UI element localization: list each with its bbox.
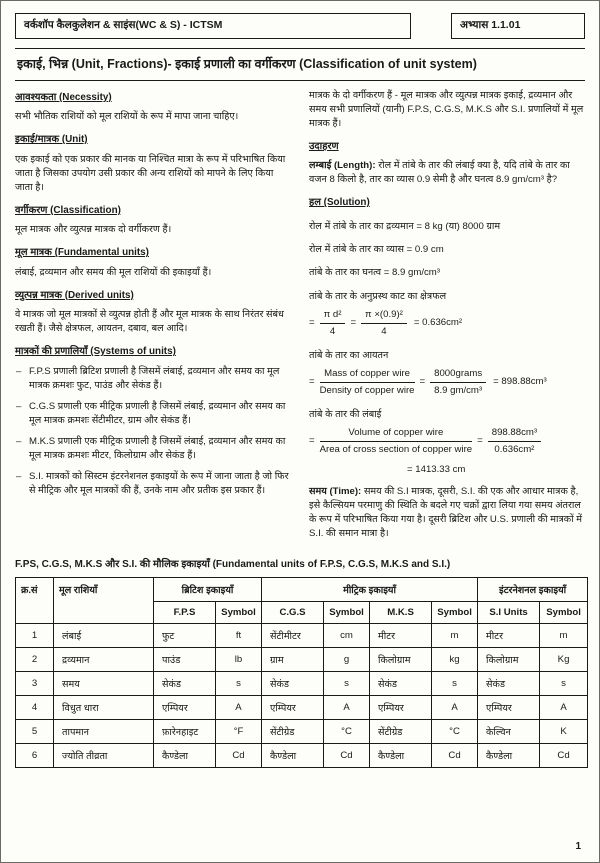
table-cell: विधुत धारा (54, 695, 154, 719)
table-cell: मीटर (370, 623, 432, 647)
body-unit: एक इकाई को एक प्रकार की मानक या निश्चित मात्रा के रूप में परिभाषित किया जाता है जिसका उपयोग उसी प्रकार की अन्य राशियों को मापने के लिए किया जाता है। (15, 153, 286, 193)
list-item-cgs (15, 400, 291, 428)
table-cell: °F (216, 719, 262, 743)
heading-fundamental-units: मूल मात्रक (Fundamental units) (15, 247, 149, 259)
fraction-numerator: Mass of copper wire (320, 367, 415, 383)
header-left-title: वर्कशॉप कैलकुलेशन & साइंस(WC & S) - ICTSM (15, 13, 411, 39)
table-cell: m (540, 623, 588, 647)
table-cell: सेंटीग्रेड (370, 719, 432, 743)
section-derived-units (15, 289, 291, 336)
list-item-si (15, 470, 291, 498)
table-cell: Cd (216, 743, 262, 767)
table-cell: Cd (540, 743, 588, 767)
table-cell: सेकंड (478, 671, 540, 695)
table-cell: ft (216, 623, 262, 647)
table-cell: A (432, 695, 478, 719)
table-cell: °C (324, 719, 370, 743)
solution-line: रोल में तांबे के तार का व्यास = 0.9 cm (309, 243, 444, 255)
fraction-numerator: 8000grams (430, 367, 486, 383)
section-fundamental-units (15, 246, 291, 279)
heading-systems-of-units: मात्रकों की प्रणालियाँ (Systems of units) (15, 346, 176, 358)
fraction-denominator: 4 (329, 325, 336, 337)
table-cell: s (540, 671, 588, 695)
table-cell: Cd (324, 743, 370, 767)
table-cell: ज्योति तीव्रता (54, 743, 154, 767)
table-cell: cm (324, 623, 370, 647)
body-necessity: सभी भौतिक राशियों को मूल राशियों के रूप में मापा जाना चाहिए। (15, 111, 239, 123)
page-number: 1 (575, 841, 581, 852)
wire-length-result: = 1413.33 cm (407, 463, 466, 475)
table-cell: किलोग्राम (370, 647, 432, 671)
length-problem-text: रोल में तांबे के तार की लंबाई क्या है, यदि तांबे के तार का वजन 8 किलो है, तार का व्यास 0.9 सेमी है और घनत्व 8.9 gm/cm³ है? (309, 160, 570, 186)
list-item-mks (15, 435, 291, 463)
table-cell: एम्पियर (262, 695, 324, 719)
table-cell: Cd (432, 743, 478, 767)
equals-sign: = (309, 376, 315, 388)
fraction-denominator: 0.636cm² (494, 443, 535, 455)
time-paragraph (309, 485, 585, 541)
table-cell: फुट (154, 623, 216, 647)
two-column-body (15, 89, 585, 543)
table-cell: कैण्डेला (478, 743, 540, 767)
area-label: तांबे के तार के अनुप्रस्थ काट का क्षेत्रफल (309, 290, 447, 302)
heading-derived-units: व्युत्पन्न मात्रक (Derived units) (15, 289, 134, 301)
table-cell: द्रव्यमान (54, 647, 154, 671)
fraction-numerator: π d² (320, 308, 346, 324)
header-exercise-number: अभ्यास 1.1.01 (451, 13, 585, 39)
body-fundamental-units: लंबाई, द्रव्यमान और समय की मूल राशियों की इकाइयाँ हैं। (15, 266, 212, 278)
heading-solution: हल (Solution) (309, 197, 370, 209)
table-cell: 1 (16, 623, 54, 647)
fraction-numerator: 898.88cm³ (488, 426, 541, 442)
column-header-mks: M.K.S (370, 601, 432, 623)
equals-sign: = (350, 317, 357, 329)
column-header-british: ब्रिटिश इकाइयाँ (154, 577, 262, 601)
column-header-fps-symbol: Symbol (216, 601, 262, 623)
formula-result: = 898.88cm³ (493, 376, 547, 388)
table-cell: A (324, 695, 370, 719)
fraction-numerator: π ×(0.9)² (361, 308, 407, 324)
table-group-header-row (16, 577, 588, 601)
units-table (15, 577, 588, 768)
table-cell: सेंटीग्रेड (262, 719, 324, 743)
table-cell: ग्राम (262, 647, 324, 671)
section-necessity (15, 91, 291, 124)
table-cell: एम्पियर (154, 695, 216, 719)
column-header-sno: क्र.सं (16, 577, 54, 623)
fraction (488, 426, 541, 457)
list-item-text: C.G.S प्रणाली एक मीट्रिक प्रणाली है जिसमें लंबाई, द्रव्यमान और समय का मूल मात्रक क्रमशः सेंटीमीटर, ग्राम और सेकंड हैं। (29, 400, 286, 426)
fraction-numerator: Volume of copper wire (320, 426, 473, 442)
column-header-quantity: मूल राशियाँ (54, 577, 154, 623)
column-header-si: S.I Units (478, 601, 540, 623)
table-cell: मीटर (478, 623, 540, 647)
table-cell: lb (216, 647, 262, 671)
column-header-fps: F.P.S (154, 601, 216, 623)
column-header-si-symbol: Symbol (540, 601, 588, 623)
fraction (320, 308, 346, 339)
table-cell: किलोग्राम (478, 647, 540, 671)
right-column (309, 89, 585, 543)
table-cell: g (324, 647, 370, 671)
table-cell: s (216, 671, 262, 695)
fraction (361, 308, 407, 339)
equals-sign: = (309, 317, 315, 329)
table-row (16, 647, 588, 671)
solution-line: रोल में तांबे के तार का द्रव्यमान = 8 kg (या) 8000 ग्राम (309, 220, 501, 232)
wire-length-label: तांबे के तार की लंबाई (309, 408, 382, 420)
column-header-cgs: C.G.S (262, 601, 324, 623)
table-cell: A (216, 695, 262, 719)
equals-sign: = (309, 435, 315, 447)
table-cell: °C (432, 719, 478, 743)
units-table-title: F.PS, C.G.S, M.K.S और S.I. की मौलिक इकाइयाँ (Fundamental units of F.P.S, C.G.S, M.K.S and S.I.) (15, 558, 451, 570)
table-cell: 4 (16, 695, 54, 719)
column-header-mks-symbol: Symbol (432, 601, 478, 623)
table-cell: m (432, 623, 478, 647)
table-row (16, 743, 588, 767)
list-item-text: S.I. मात्रकों को सिस्टम इंटरनेशनल इकाइयों के रूप में जाना जाता है जो फिर से मीट्रिक और मूल मात्रकों की हैं, उनके नाम और प्रतीक इस प्रकार हैं। (29, 470, 289, 496)
table-cell: s (324, 671, 370, 695)
table-cell: तापमान (54, 719, 154, 743)
table-cell: पाउंड (154, 647, 216, 671)
table-cell: 2 (16, 647, 54, 671)
units-table-body (16, 623, 588, 767)
table-cell: सेकंड (154, 671, 216, 695)
column-header-international: इंटरनेशनल इकाइयाँ (478, 577, 588, 601)
table-cell: कैण्डेला (154, 743, 216, 767)
time-paragraph-text: समय की S.I मात्रक, दूसरी, S.I. की एक और आधार मात्रक है, इसे कैल्सियम परमाणु की स्थिति के बदले गए चक्रों द्वारा लिया गया समय अंतराल के रूप में परिभाषित किया गया है। दूसरी ब्रिटिश और U.S. प्रणाली की मात्रकों में S.I. की समान मात्रा है। (309, 485, 583, 539)
wire-length-formula (309, 426, 585, 457)
table-cell: 6 (16, 743, 54, 767)
formula-result: = 0.636cm² (413, 317, 463, 329)
equals-sign: = (419, 376, 426, 388)
intro-paragraph: मात्रक के दो वर्गीकरण हैं - मूल मात्रक और व्युत्पन्न मात्रक इकाई, द्रव्यमान और समय सभी प्रणालियों (यानी) F.P.S, C.G.S, M.K.S और S.I. प्रणालियों में मूल मात्रक हैं। (309, 89, 584, 129)
fraction (320, 367, 415, 398)
heading-unit: इकाई/मात्रक (Unit) (15, 134, 88, 146)
table-cell: सेकंड (262, 671, 324, 695)
table-cell: सेंटीमीटर (262, 623, 324, 647)
table-cell: समय (54, 671, 154, 695)
length-label: लम्बाई (Length): (309, 160, 376, 172)
fraction-denominator: Density of copper wire (319, 384, 415, 396)
table-cell: A (540, 695, 588, 719)
fraction-denominator: 8.9 gm/cm³ (434, 384, 483, 396)
fraction-denominator: Area of cross section of copper wire (319, 443, 473, 455)
column-header-cgs-symbol: Symbol (324, 601, 370, 623)
table-cell: लंबाई (54, 623, 154, 647)
volume-label: तांबे के तार का आयतन (309, 349, 389, 361)
equals-sign: = (477, 435, 483, 447)
solution-line: तांबे के तार का घनत्व = 8.9 gm/cm³ (309, 266, 440, 278)
body-derived-units: वे मात्रक जो मूल मात्रकों से व्युत्पन्न होती हैं और मूल मात्रक के साथ निरंतर संबंध रखती हैं। जैसे क्षेत्रफल, आयतन, दबाव, बल आदि। (15, 309, 284, 335)
list-item-text: M.K.S प्रणाली एक मीट्रिक प्रणाली है जिसमें लंबाई, द्रव्यमान और समय का मूल मात्रक क्रमशः मीटर, किलोग्राम और सेकंड हैं। (29, 435, 286, 461)
heading-example: उदाहरण (309, 140, 339, 152)
area-formula (309, 308, 585, 339)
table-cell: कैण्डेला (262, 743, 324, 767)
table-cell: 5 (16, 719, 54, 743)
page-header (15, 13, 585, 39)
section-classification (15, 204, 291, 237)
section-unit (15, 133, 291, 194)
column-header-metric: मीट्रिक इकाइयाँ (262, 577, 478, 601)
length-problem (309, 159, 585, 187)
table-cell: कैण्डेला (370, 743, 432, 767)
table-cell: केल्विन (478, 719, 540, 743)
table-cell: सेकंड (370, 671, 432, 695)
table-cell: K (540, 719, 588, 743)
heading-necessity: आवश्यकता (Necessity) (15, 91, 112, 103)
table-row (16, 671, 588, 695)
table-cell: s (432, 671, 478, 695)
table-cell: एम्पियर (478, 695, 540, 719)
table-cell: एम्पियर (370, 695, 432, 719)
table-row (16, 623, 588, 647)
table-cell: kg (432, 647, 478, 671)
title-band (15, 48, 585, 81)
table-cell: फ़ारेनहाइट (154, 719, 216, 743)
table-row (16, 695, 588, 719)
fraction (320, 426, 473, 457)
fraction (430, 367, 486, 398)
time-label: समय (Time): (309, 485, 362, 497)
table-cell: Kg (540, 647, 588, 671)
table-cell: 3 (16, 671, 54, 695)
systems-of-units-list (15, 365, 291, 498)
fraction-denominator: 4 (381, 325, 387, 337)
list-item-text: F.P.S प्रणाली ब्रिटिश प्रणाली है जिसमें लंबाई, द्रव्यमान और समय का मूल मात्रक क्रमशः फुट, पाउंड और सेकंड हैं। (29, 365, 280, 391)
left-column (15, 89, 291, 543)
heading-classification: वर्गीकरण (Classification) (15, 204, 121, 216)
table-row (16, 719, 588, 743)
list-item-fps (15, 365, 291, 393)
section-systems-of-units (15, 345, 291, 497)
body-classification: मूल मात्रक और व्युत्पन्न मात्रक दो वर्गीकरण हैं। (15, 224, 172, 236)
volume-formula (309, 367, 585, 398)
page-title: इकाई, भिन्न (Unit, Fractions)- इकाई प्रणाली का वर्गीकरण (Classification of unit system) (17, 56, 477, 71)
